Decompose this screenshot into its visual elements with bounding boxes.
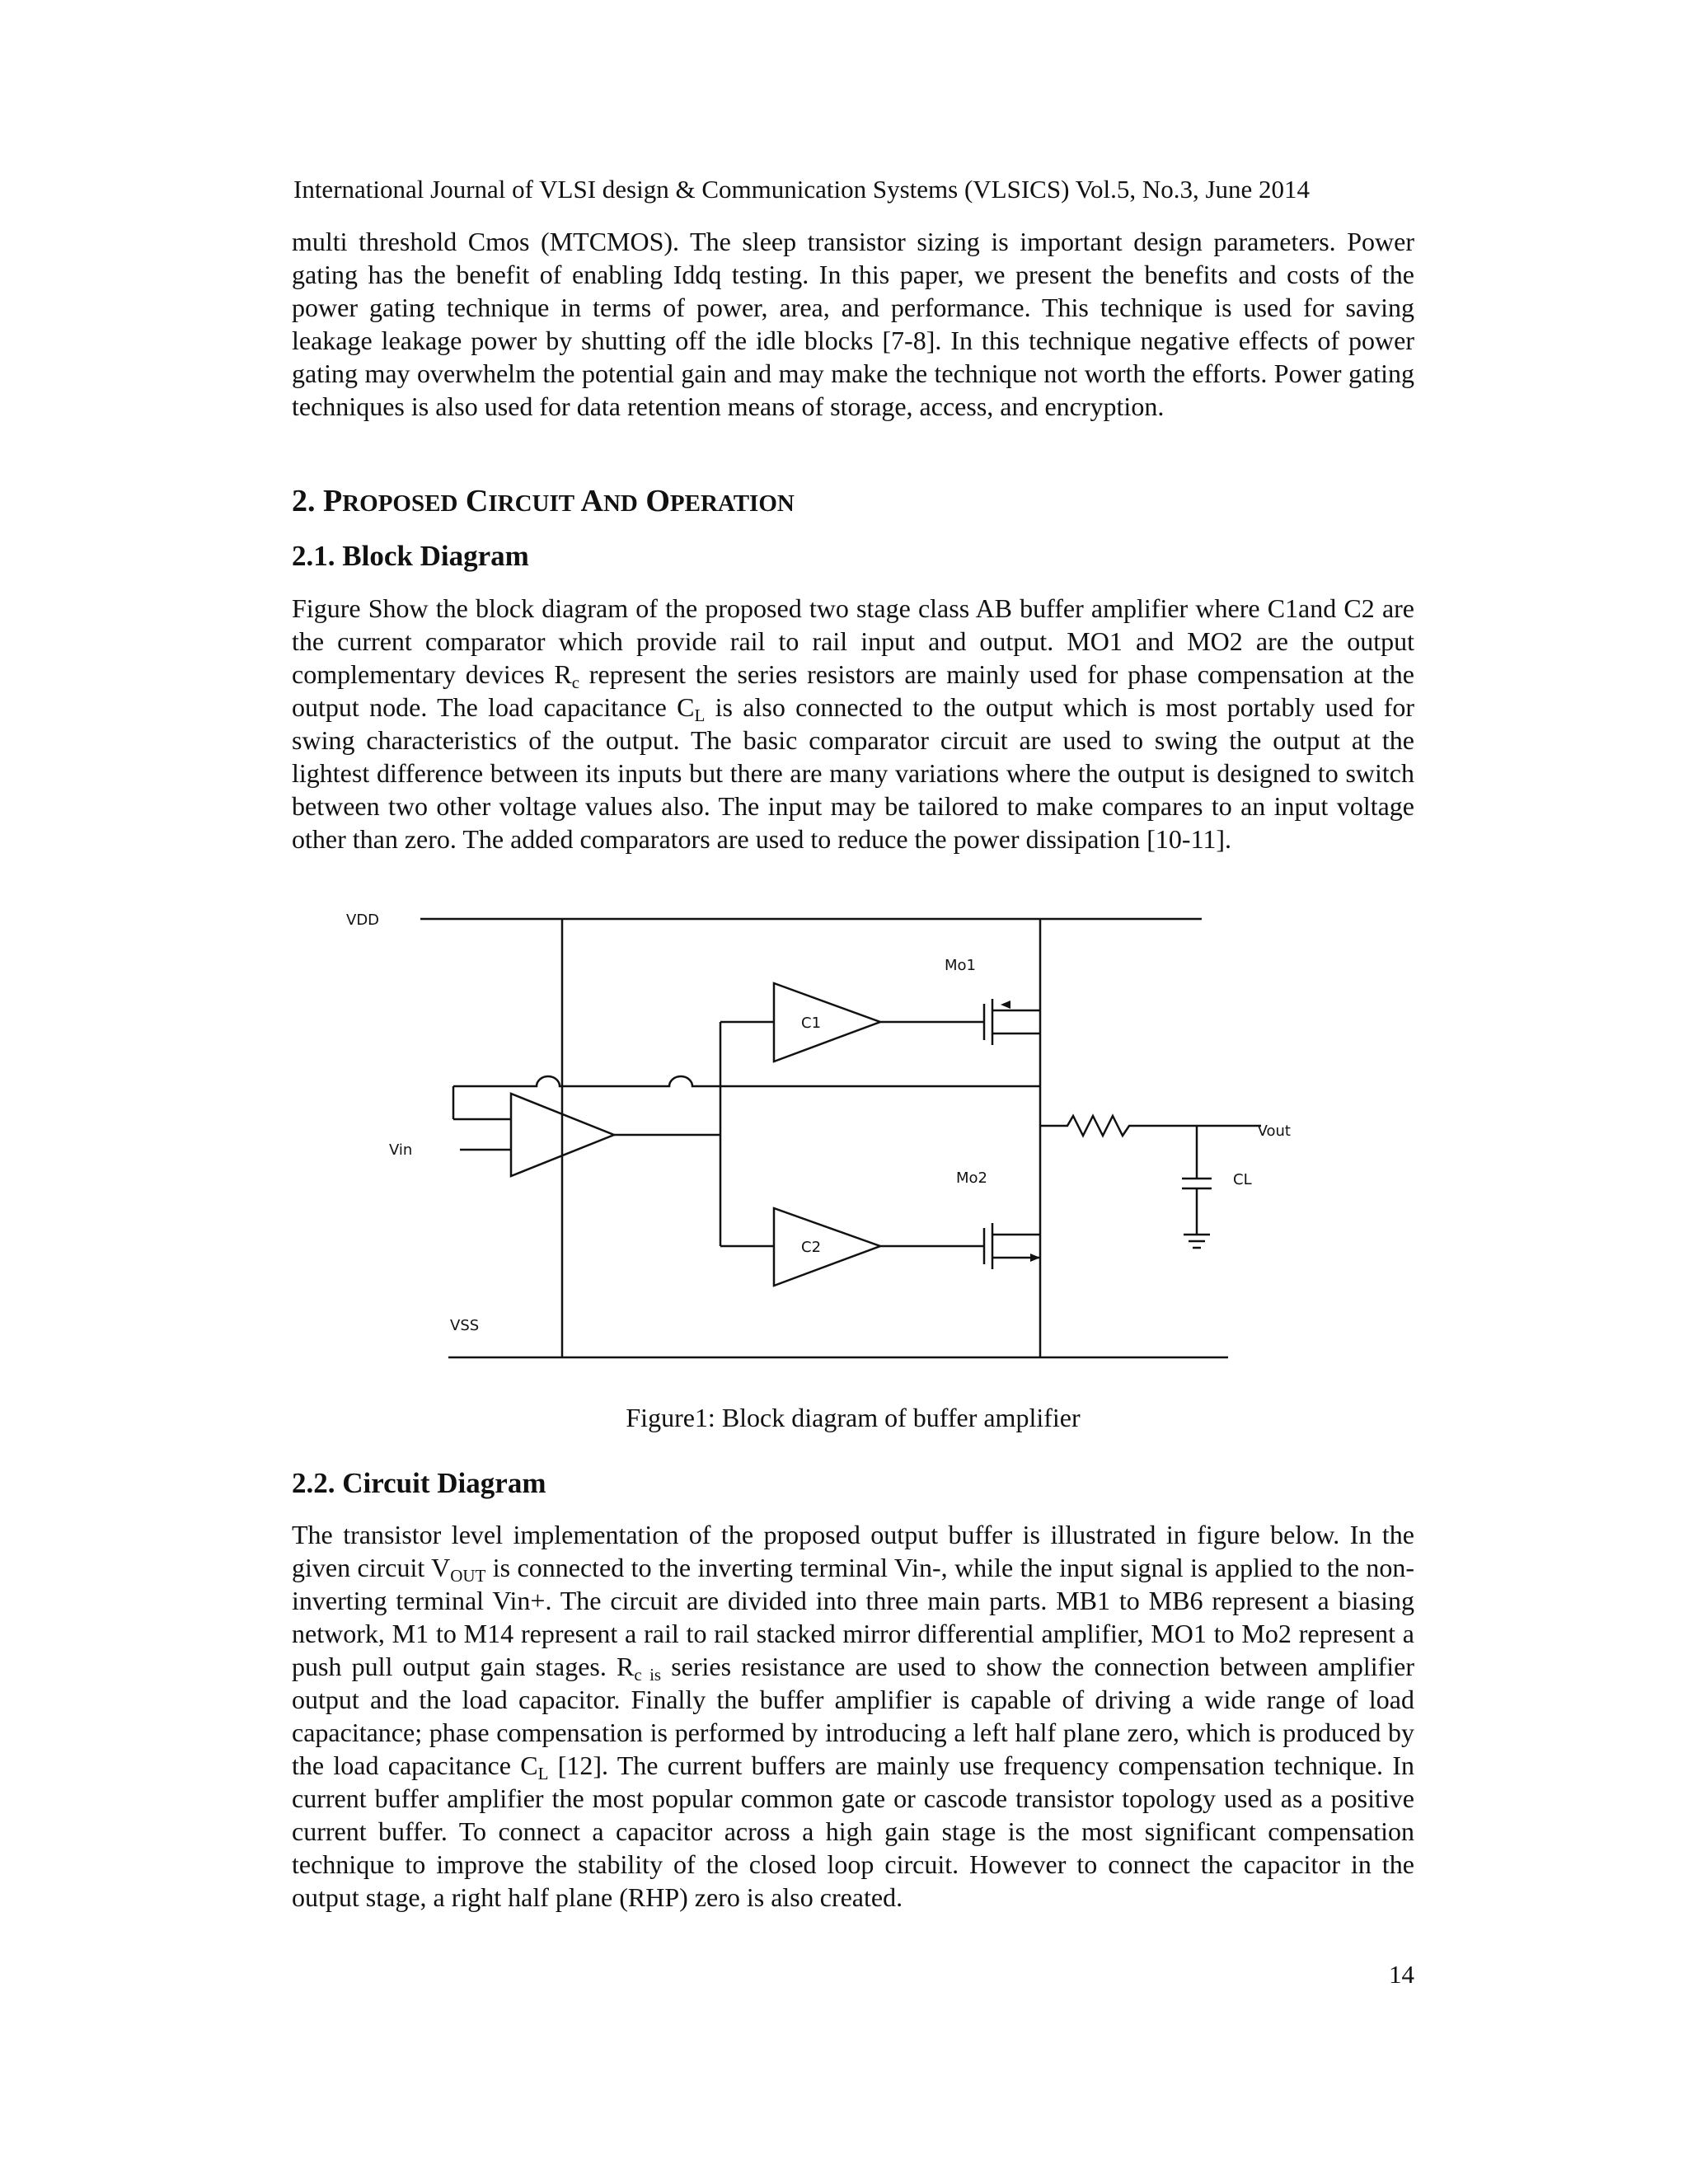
intro-text: multi threshold Cmos (MTCMOS). The sleep transistor sizing is important design parameters. Power gating has the benefit of enabling Iddq testing. In this paper, we present the benefits and costs of the power gating technique in terms of power, area, and performance. This technique is used for saving leakage leakage power by shutting off the idle blocks [7-8]. In this technique negative effects of power gating may overwhelm the potential gain and may make the technique not worth the efforts. Power gating techniques is also used for data retention means of storage, access, and encryption. — [292, 227, 1414, 421]
mo2-arrow — [1030, 1254, 1040, 1262]
feedback-line — [453, 1076, 1040, 1086]
cl-label: CL — [1233, 1171, 1252, 1188]
c1-label: C1 — [801, 1015, 822, 1032]
circuit-diagram-text: The transistor level implementation of the proposed output buffer is illustrated in figure below. In the given circuit $V_{OUT}$ is connected to the inverting terminal Vin-, while the input signal is applied to the non-inverting terminal Vin+. The circuit are divided into three main parts. MB1 to MB6 represent a biasing network, M1 to M14 represent a rail to rail stacked mirror differential amplifier, MO1 to Mo2 represent a push pull output gain stages. $R_{c is}$ series resistance are used to show the connection between amplifier output and the load capacitor. Finally the buffer amplifier is capable of driving a wide range of load capacitance; phase compensation is performed by introducing a left half plane zero, which is produced by the load capacitance $C_L$ [12]. The current buffers are mainly use frequency compensation technique. In current buffer amplifier the most popular common gate or cascode transistor topology used as a positive current buffer. To connect a capacitor across a high gain stage is the most significant compensation technique to improve the stability of the closed loop circuit. However to connect the capacitor in the output stage, a right half plane (RHP) zero is also created. — [292, 1520, 1415, 1912]
mo1-drain-source — [992, 1010, 1040, 1033]
section-word-1: PROPOSED — [323, 484, 458, 518]
block-diagram-paragraph — [292, 592, 1414, 855]
series-resistor-rc — [1040, 1116, 1197, 1136]
section-word-4: OPERATION — [645, 484, 795, 518]
mo1-label: Mo1 — [945, 957, 976, 974]
block-diagram-figure — [346, 898, 1291, 1376]
vdd-label: VDD — [346, 912, 380, 929]
section-word-2: CIRCUIT — [465, 484, 575, 518]
page-number: 14 — [1389, 1960, 1414, 1989]
section-word-3: AND — [580, 484, 638, 518]
c2-comparator-symbol — [774, 1208, 880, 1286]
figure-1-caption: Figure1: Block diagram of buffer amplifier — [626, 1403, 1081, 1432]
c2-label: C2 — [801, 1239, 822, 1256]
section-number: 2. — [292, 484, 316, 518]
vss-label: VSS — [450, 1317, 480, 1334]
c1-comparator-symbol — [774, 983, 880, 1062]
section-2-heading — [292, 483, 795, 519]
block-diagram-text: Figure Show the block diagram of the proposed two stage class AB buffer amplifier where C1and C2 are the current comparator which provide rail to rail input and output. MO1 and MO2 are the output complementary devices $R_c$ represent the series resistors are mainly used for phase compensation at the output node. The load capacitance $C_L$ is also connected to the output which is most portably used for swing characteristics of the output. The basic comparator circuit are used to swing the output at the lightest difference between its inputs but there are many variations where the output is designed to switch between two other voltage values also. The input may be tailored to make compares to an input voltage other than zero. The added comparators are used to reduce the power dissipation [10-11]. — [292, 593, 1415, 854]
subsection-2-2-heading: 2.2. Circuit Diagram — [292, 1467, 546, 1499]
intro-paragraph — [292, 225, 1414, 423]
subsection-2-1-heading: 2.1. Block Diagram — [292, 540, 529, 572]
mo2-label: Mo2 — [956, 1169, 987, 1187]
vout-label: Vout — [1257, 1122, 1291, 1140]
circuit-diagram-paragraph — [292, 1518, 1414, 1914]
mo1-arrow — [1001, 1001, 1010, 1009]
mo2-drain-source — [992, 1235, 1040, 1258]
running-header: International Journal of VLSI design & Communication Systems (VLSICS) Vol.5, No.3, June 2014 — [293, 175, 1311, 204]
vin-label: Vin — [389, 1141, 413, 1159]
